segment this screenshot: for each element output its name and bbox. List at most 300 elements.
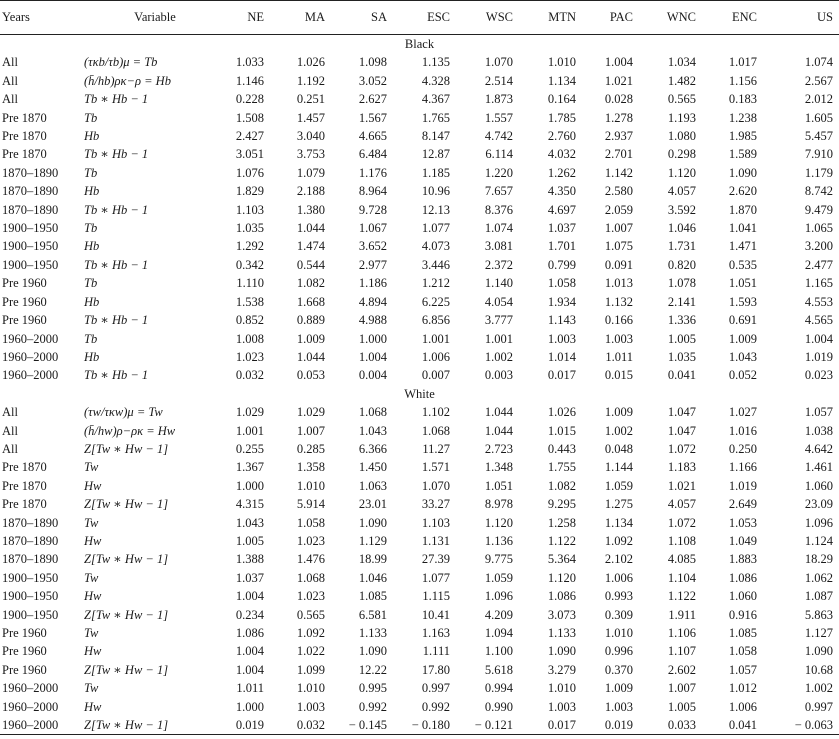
years-cell: All — [2, 55, 18, 70]
value-cell-pac: 2.059 — [604, 202, 633, 217]
value-cell-wsc: 1.051 — [484, 478, 513, 493]
table-row — [0, 624, 839, 642]
variable-cell: (h̄/hb)ρκ−ρ = Hb — [84, 73, 171, 88]
value-cell-sa: 2.627 — [358, 92, 387, 107]
table-row — [0, 330, 839, 348]
value-cell-sa: 6.366 — [358, 441, 387, 456]
value-cell-mtn: 3.279 — [547, 662, 576, 677]
years-cell: 1900–1950 — [2, 570, 59, 585]
value-cell-wsc: 1.001 — [484, 331, 513, 346]
years-cell: 1900–1950 — [2, 607, 59, 622]
value-cell-us: 1.002 — [804, 681, 833, 696]
value-cell-ne: 0.228 — [235, 92, 264, 107]
variable-cell: Tb — [84, 276, 98, 291]
value-cell-wsc: 1.136 — [484, 533, 513, 548]
value-cell-ma: 1.007 — [296, 423, 325, 438]
table-row — [0, 366, 839, 384]
value-cell-wnc: 1.911 — [668, 607, 696, 622]
years-cell: 1900–1950 — [2, 589, 59, 604]
column-header-wsc: WSC — [456, 1, 519, 35]
value-cell-esc: − 0.180 — [393, 716, 456, 735]
variable-cell: Tw — [84, 570, 99, 585]
value-cell-wsc: 1.096 — [484, 589, 513, 604]
value-cell-pac: 0.019 — [582, 716, 639, 735]
value-cell-ne: 1.000 — [235, 478, 264, 493]
value-cell-us: 18.29 — [804, 552, 833, 567]
column-header-ne: NE — [230, 1, 270, 35]
value-cell-ma: 3.040 — [296, 129, 325, 144]
value-cell-pac: 1.009 — [604, 405, 633, 420]
value-cell-ma: 0.032 — [270, 716, 331, 735]
value-cell-mtn: 5.364 — [547, 552, 576, 567]
value-cell-enc: 1.090 — [728, 165, 757, 180]
value-cell-ne: 4.315 — [235, 497, 264, 512]
value-cell-ma: 1.668 — [296, 294, 325, 309]
value-cell-us: 9.479 — [804, 202, 833, 217]
value-cell-enc: 1.049 — [728, 533, 757, 548]
value-cell-sa: 1.133 — [358, 626, 387, 640]
value-cell-enc: 1.027 — [728, 405, 757, 420]
value-cell-sa: 8.964 — [358, 184, 387, 199]
years-cell: 1870–1890 — [2, 552, 59, 567]
value-cell-ma: 1.476 — [296, 552, 325, 567]
value-cell-ne: 1.086 — [235, 626, 264, 640]
table-row — [0, 256, 839, 274]
value-cell-ma: 0.053 — [296, 368, 325, 383]
value-cell-wsc: 1.094 — [484, 626, 513, 640]
value-cell-ne: 1.110 — [236, 276, 264, 291]
years-cell: 1960–2000 — [2, 331, 59, 346]
table-row — [0, 440, 839, 458]
years-cell: All — [2, 73, 18, 88]
value-cell-enc: 1.870 — [728, 202, 757, 217]
years-cell: 1960–2000 — [2, 699, 59, 714]
value-cell-enc: 1.016 — [728, 423, 757, 438]
variable-cell: Tb — [84, 331, 98, 346]
table-row — [0, 403, 839, 421]
value-cell-enc: 1.156 — [728, 73, 757, 88]
value-cell-wnc: 4.085 — [667, 552, 696, 567]
value-cell-esc: 1.077 — [421, 221, 450, 236]
table-row — [0, 311, 839, 329]
value-cell-mtn: 0.443 — [547, 441, 576, 456]
value-cell-wsc: 2.514 — [484, 73, 513, 88]
value-cell-ma: 1.029 — [296, 405, 325, 420]
value-cell-esc: 4.073 — [421, 239, 450, 254]
value-cell-wnc: 1.007 — [667, 681, 696, 696]
value-cell-esc: 17.80 — [421, 662, 450, 677]
value-cell-enc: 1.166 — [728, 460, 757, 475]
value-cell-ne: 2.427 — [235, 129, 264, 144]
table-row — [0, 569, 839, 587]
value-cell-esc: 1.111 — [422, 644, 450, 659]
column-header-us: US — [763, 1, 839, 35]
value-cell-esc: 4.328 — [421, 73, 450, 88]
value-cell-sa: 1.176 — [358, 165, 387, 180]
section-title: White — [404, 386, 435, 401]
years-cell: Pre 1960 — [2, 276, 47, 291]
variable-cell: Z[Tw ∗ Hw − 1] — [84, 607, 169, 622]
value-cell-pac: 0.996 — [604, 644, 633, 659]
value-cell-ma: 1.192 — [296, 73, 325, 88]
value-cell-sa: 4.665 — [358, 129, 387, 144]
value-cell-ne: 0.852 — [235, 313, 264, 328]
table-row — [0, 182, 839, 200]
value-cell-sa: 4.894 — [358, 294, 387, 309]
variable-cell: Hw — [84, 699, 102, 714]
value-cell-us: 1.605 — [804, 110, 833, 125]
value-cell-pac: 1.275 — [604, 497, 633, 512]
value-cell-pac: 0.993 — [604, 589, 633, 604]
value-cell-wsc: 1.348 — [484, 460, 513, 475]
value-cell-pac: 0.166 — [604, 313, 633, 328]
value-cell-pac: 2.701 — [604, 147, 633, 162]
variable-cell: Z[Tw ∗ Hw − 1] — [84, 552, 169, 567]
value-cell-enc: 1.053 — [728, 515, 757, 530]
value-cell-wsc: 4.054 — [484, 294, 513, 309]
years-cell: Pre 1960 — [2, 626, 47, 640]
variable-cell: Tb ∗ Hb − 1 — [84, 202, 149, 217]
table-row — [0, 237, 839, 255]
table-row — [0, 201, 839, 219]
table-row — [0, 606, 839, 624]
value-cell-enc: 2.620 — [728, 184, 757, 199]
value-cell-ne: 1.035 — [235, 221, 264, 236]
value-cell-ne: 0.234 — [235, 607, 264, 622]
column-header-variable: Variable — [80, 1, 230, 35]
table-row — [0, 477, 839, 495]
value-cell-enc: 1.471 — [728, 239, 757, 254]
value-cell-us: 1.090 — [804, 644, 833, 659]
years-cell: Pre 1960 — [2, 313, 47, 328]
value-cell-ne: 1.367 — [235, 460, 264, 475]
variable-cell: Hb — [84, 184, 100, 199]
value-cell-pac: 0.370 — [604, 662, 633, 677]
value-cell-pac: 1.092 — [604, 533, 633, 548]
value-cell-esc: 8.147 — [421, 129, 450, 144]
years-cell: All — [2, 441, 18, 456]
value-cell-wnc: 1.078 — [667, 276, 696, 291]
value-cell-enc: 1.060 — [728, 589, 757, 604]
value-cell-esc: 12.13 — [421, 202, 450, 217]
value-cell-us: 0.023 — [804, 368, 833, 383]
table-row — [0, 495, 839, 513]
value-cell-wnc: 1.336 — [667, 313, 696, 328]
value-cell-mtn: 1.143 — [547, 313, 576, 328]
table-row — [0, 679, 839, 697]
value-cell-us: 1.057 — [804, 405, 833, 420]
table-row — [0, 53, 839, 71]
value-cell-esc: 1.185 — [421, 165, 450, 180]
years-cell: 1960–2000 — [2, 368, 59, 383]
value-cell-enc: 1.985 — [728, 129, 757, 144]
value-cell-esc: 1.115 — [422, 589, 450, 604]
value-cell-mtn: 1.934 — [547, 294, 576, 309]
table-row — [0, 348, 839, 366]
variable-cell: Tb — [84, 165, 98, 180]
value-cell-esc: 1.068 — [421, 423, 450, 438]
value-cell-wnc: 1.005 — [667, 331, 696, 346]
value-cell-ne: 1.043 — [235, 515, 264, 530]
value-cell-ma: 5.914 — [296, 497, 325, 512]
value-cell-ma: 0.251 — [296, 92, 325, 107]
variable-cell: Z[Tw ∗ Hw − 1] — [84, 441, 169, 456]
value-cell-pac: 1.009 — [604, 681, 633, 696]
value-cell-wnc: 1.072 — [667, 515, 696, 530]
value-cell-sa: 1.043 — [358, 423, 387, 438]
value-cell-pac: 1.006 — [604, 570, 633, 585]
value-cell-enc: 1.086 — [728, 570, 757, 585]
value-cell-sa: 1.567 — [358, 110, 387, 125]
table-row — [0, 532, 839, 550]
value-cell-esc: 0.007 — [421, 368, 450, 383]
value-cell-mtn: 1.785 — [547, 110, 576, 125]
value-cell-ne: 0.342 — [235, 257, 264, 272]
table-row — [0, 293, 839, 311]
value-cell-esc: 1.212 — [421, 276, 450, 291]
value-cell-esc: 3.446 — [421, 257, 450, 272]
value-cell-ne: 1.004 — [235, 589, 264, 604]
value-cell-esc: 12.87 — [421, 147, 450, 162]
value-cell-pac: 1.011 — [605, 349, 633, 364]
years-cell: 1900–1950 — [2, 257, 59, 272]
value-cell-sa: 1.067 — [358, 221, 387, 236]
variable-cell: Z[Tw ∗ Hw − 1] — [84, 497, 169, 512]
years-cell: Pre 1870 — [2, 147, 47, 162]
value-cell-sa: 6.484 — [358, 147, 387, 162]
value-cell-us: 4.565 — [804, 313, 833, 328]
years-cell: 1870–1890 — [2, 533, 59, 548]
value-cell-mtn: 0.017 — [519, 716, 582, 735]
value-cell-mtn: 1.010 — [547, 55, 576, 70]
table-row — [0, 661, 839, 679]
value-cell-mtn: 1.037 — [547, 221, 576, 236]
value-cell-wsc: 1.059 — [484, 570, 513, 585]
years-cell: All — [2, 423, 18, 438]
table-row — [0, 458, 839, 476]
value-cell-wsc: 1.070 — [484, 55, 513, 70]
column-header-wnc: WNC — [639, 1, 702, 35]
value-cell-mtn: 1.262 — [547, 165, 576, 180]
value-cell-esc: 1.135 — [421, 55, 450, 70]
value-cell-ma: 1.023 — [296, 589, 325, 604]
value-cell-wsc: 1.557 — [484, 110, 513, 125]
value-cell-esc: 1.103 — [421, 515, 450, 530]
years-cell: Pre 1960 — [2, 294, 47, 309]
value-cell-ma: 3.753 — [296, 147, 325, 162]
value-cell-wsc: 2.372 — [484, 257, 513, 272]
table-row — [0, 109, 839, 127]
value-cell-enc: 1.017 — [728, 55, 757, 70]
value-cell-wnc: 0.033 — [639, 716, 702, 735]
value-cell-pac: 1.021 — [604, 73, 633, 88]
value-cell-mtn: 0.017 — [547, 368, 576, 383]
value-cell-us: 3.200 — [804, 239, 833, 254]
value-cell-ma: 1.099 — [296, 662, 325, 677]
value-cell-us: 0.997 — [804, 699, 833, 714]
value-cell-us: 1.065 — [804, 221, 833, 236]
years-cell: 1960–2000 — [2, 681, 59, 696]
value-cell-ne: 1.508 — [235, 110, 264, 125]
column-header-enc: ENC — [702, 1, 763, 35]
value-cell-wsc: 8.376 — [484, 202, 513, 217]
variable-cell: Hw — [84, 589, 102, 604]
table-row — [0, 219, 839, 237]
value-cell-sa: 4.988 — [358, 313, 387, 328]
value-cell-ne: 1.146 — [235, 73, 264, 88]
variable-cell: Tw — [84, 460, 99, 475]
variable-cell: Hw — [84, 478, 102, 493]
value-cell-ma: 1.457 — [296, 110, 325, 125]
value-cell-ma: 1.010 — [296, 478, 325, 493]
value-cell-wsc: 7.657 — [484, 184, 513, 199]
value-cell-esc: 4.367 — [421, 92, 450, 107]
value-cell-pac: 1.003 — [604, 331, 633, 346]
section-row-black — [0, 35, 839, 54]
value-cell-esc: 33.27 — [421, 497, 450, 512]
years-cell: Pre 1870 — [2, 129, 47, 144]
value-cell-wsc: 1.120 — [484, 515, 513, 530]
value-cell-ma: 1.003 — [296, 699, 325, 714]
variable-cell: (τκb/τb)μ = Tb — [84, 55, 158, 70]
value-cell-ne: 1.005 — [235, 533, 264, 548]
value-cell-esc: 1.006 — [421, 349, 450, 364]
value-cell-sa: 23.01 — [358, 497, 387, 512]
value-cell-sa: 9.728 — [358, 202, 387, 217]
value-cell-mtn: 1.014 — [547, 349, 576, 364]
value-cell-ne: 1.076 — [235, 165, 264, 180]
value-cell-mtn: 1.090 — [547, 644, 576, 659]
value-cell-wnc: 1.106 — [667, 626, 696, 640]
column-header-pac: PAC — [582, 1, 639, 35]
value-cell-mtn: 1.058 — [547, 276, 576, 291]
value-cell-wnc: 1.122 — [667, 589, 696, 604]
value-cell-wnc: 2.141 — [667, 294, 696, 309]
variable-cell: Tb ∗ Hb − 1 — [84, 147, 149, 162]
value-cell-us: 1.179 — [804, 165, 833, 180]
value-cell-us: 1.074 — [804, 55, 833, 70]
value-cell-mtn: 1.134 — [547, 73, 576, 88]
value-cell-ne: 0.255 — [235, 441, 264, 456]
value-cell-ma: 0.889 — [296, 313, 325, 328]
value-cell-wnc: 1.183 — [667, 460, 696, 475]
value-cell-enc: 1.043 — [728, 349, 757, 364]
value-cell-ne: 1.292 — [235, 239, 264, 254]
value-cell-us: 2.477 — [804, 257, 833, 272]
variable-cell: Z[Tw ∗ Hw − 1] — [84, 662, 169, 677]
value-cell-wsc: 4.209 — [484, 607, 513, 622]
value-cell-sa: 1.186 — [358, 276, 387, 291]
variable-cell: Tw — [84, 515, 99, 530]
value-cell-ne: 1.033 — [235, 55, 264, 70]
value-cell-enc: 1.051 — [728, 276, 757, 291]
value-cell-sa: 1.085 — [358, 589, 387, 604]
value-cell-pac: 1.132 — [604, 294, 633, 309]
table-row — [0, 698, 839, 716]
value-cell-us: 1.096 — [804, 515, 833, 530]
value-cell-sa: 3.052 — [358, 73, 387, 88]
value-cell-mtn: 0.164 — [547, 92, 576, 107]
value-cell-wsc: 9.775 — [484, 552, 513, 567]
variable-cell: Z[Tw ∗ Hw − 1] — [80, 716, 230, 735]
table-row — [0, 587, 839, 605]
column-header-ma: MA — [270, 1, 331, 35]
variable-cell: Hw — [84, 533, 102, 548]
value-cell-ne: 0.019 — [230, 716, 270, 735]
value-cell-mtn: 1.015 — [547, 423, 576, 438]
value-cell-pac: 1.010 — [604, 626, 633, 640]
value-cell-pac: 1.142 — [604, 165, 633, 180]
value-cell-enc: 1.041 — [728, 221, 757, 236]
value-cell-sa: 0.995 — [358, 681, 387, 696]
value-cell-us: 23.09 — [804, 497, 833, 512]
value-cell-pac: 0.309 — [604, 607, 633, 622]
value-cell-wsc: 4.742 — [484, 129, 513, 144]
value-cell-mtn: 4.032 — [547, 147, 576, 162]
value-cell-enc: 0.041 — [702, 716, 763, 735]
column-header-mtn: MTN — [519, 1, 582, 35]
value-cell-us: 1.461 — [804, 460, 833, 475]
value-cell-sa: 1.098 — [358, 55, 387, 70]
value-cell-wnc: 0.298 — [667, 147, 696, 162]
table-row — [0, 127, 839, 145]
value-cell-sa: 6.581 — [358, 607, 387, 622]
years-cell: 1900–1950 — [2, 239, 59, 254]
value-cell-esc: 1.131 — [421, 533, 450, 548]
value-cell-wsc: 1.074 — [484, 221, 513, 236]
value-cell-mtn: 1.258 — [547, 515, 576, 530]
value-cell-ma: 1.380 — [296, 202, 325, 217]
value-cell-esc: 27.39 — [421, 552, 450, 567]
variable-cell: Tw — [84, 626, 99, 640]
value-cell-wnc: 1.005 — [667, 699, 696, 714]
table-row — [0, 145, 839, 163]
value-cell-enc: 1.012 — [728, 681, 757, 696]
value-cell-ne: 1.538 — [235, 294, 264, 309]
value-cell-pac: 1.059 — [604, 478, 633, 493]
variable-cell: Tw — [84, 681, 99, 696]
value-cell-us: 4.553 — [804, 294, 833, 309]
value-cell-sa: 1.004 — [358, 349, 387, 364]
years-cell: 1870–1890 — [2, 202, 59, 217]
value-cell-us: 1.004 — [804, 331, 833, 346]
value-cell-pac: 0.015 — [604, 368, 633, 383]
value-cell-ne: 3.051 — [235, 147, 264, 162]
years-cell: Pre 1870 — [2, 460, 47, 475]
value-cell-wnc: 1.046 — [667, 221, 696, 236]
value-cell-ma: 1.474 — [296, 239, 325, 254]
value-cell-us: 1.019 — [804, 349, 833, 364]
value-cell-us: 5.457 — [804, 129, 833, 144]
value-cell-wsc: 0.003 — [484, 368, 513, 383]
value-cell-wsc: − 0.121 — [456, 716, 519, 735]
value-cell-enc: 1.593 — [728, 294, 757, 309]
value-cell-esc: 10.96 — [421, 184, 450, 199]
value-cell-us: 2.012 — [804, 92, 833, 107]
value-cell-wsc: 1.044 — [484, 405, 513, 420]
value-cell-wsc: 1.220 — [484, 165, 513, 180]
table-row — [0, 72, 839, 90]
value-cell-ne: 1.037 — [235, 570, 264, 585]
value-cell-ne: 1.004 — [235, 662, 264, 677]
value-cell-ne: 1.000 — [235, 699, 264, 714]
value-cell-wnc: 1.047 — [667, 405, 696, 420]
value-cell-us: 1.127 — [804, 626, 833, 640]
value-cell-us: − 0.063 — [763, 716, 839, 735]
value-cell-ma: 1.026 — [296, 55, 325, 70]
value-cell-ne: 0.032 — [235, 368, 264, 383]
value-cell-sa: 18.99 — [358, 552, 387, 567]
